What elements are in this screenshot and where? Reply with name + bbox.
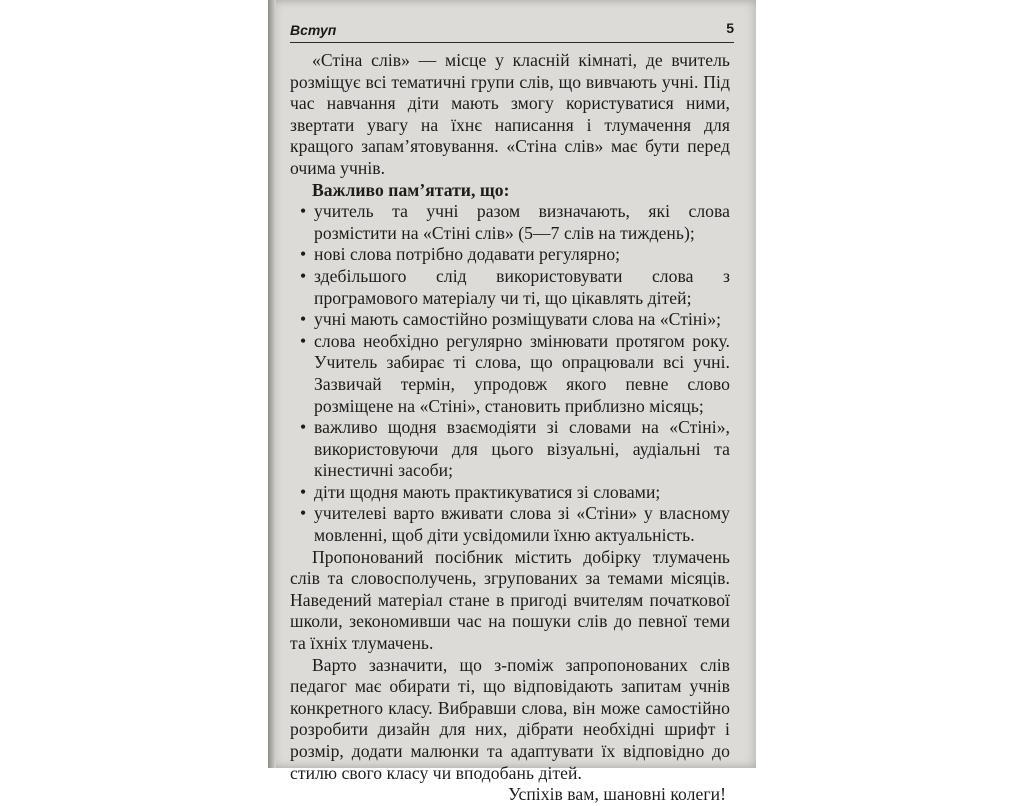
section-title: Вступ — [290, 22, 337, 38]
list-item: • діти щодня мають практикуватися зі словами; — [290, 482, 730, 504]
list-item: • учитель та учні разом визначають, які слова розмістити на «Стіні слів» (5—7 слів на тиждень); — [290, 201, 730, 244]
intro-paragraph: «Стіна слів» — місце у класній кімнаті, де вчитель розміщує всі тематичні групи слів, що вивчають учні. Під час навчання діти мають змогу користуватися ними, звертати увагу на їхнє написання і тлумачення для кращого запам’ятовування. «Стіна слів» має бути перед очима учнів. — [290, 50, 730, 178]
book-page — [268, 0, 756, 805]
page-number: 5 — [726, 20, 734, 36]
book-spine-shadow — [268, 0, 276, 768]
list-item: • здебільшого слід використовувати слова з програмового матеріалу чи ті, що цікавлять дітей; — [290, 266, 730, 309]
closing-line: Успіхів вам, шановні колеги! — [508, 784, 726, 805]
bullet-list — [290, 201, 730, 547]
paragraph-selection: Варто зазначити, що з-поміж запропонованих слів педагог має обирати ті, що відповідають запитам учнів конкретного класу. Вибравши слова, він може самостійно розробити дизайн для них, дібрати необхідні шрифт і розмір, додати малюнки та адаптувати їх відповідно до стилю свого класу чи вподобань дітей. — [290, 654, 730, 783]
list-item: • слова необхідно регулярно змінювати протягом року. Учитель забирає ті слова, що опрацювали всі учні. Зазвичай термін, упродовж якого певне слово розміщене на «Стіні», становить приблизно місяць; — [290, 331, 730, 417]
page-body — [290, 50, 730, 806]
list-item: • учителеві варто вживати слова зі «Стіни» у власному мовленні, щоб діти усвідомили їхню актуальність. — [290, 503, 730, 546]
list-item: • нові слова потрібно додавати регулярно; — [290, 244, 730, 266]
running-header — [290, 18, 734, 43]
list-item: • учні мають самостійно розміщувати слова на «Стіні»; — [290, 309, 730, 331]
list-item: • важливо щодня взаємодіяти зі словами на «Стіні», використовуючи для цього візуальні, аудіальні та кінестичні засоби; — [290, 417, 730, 482]
paragraph-manual: Пропонований посібник містить добірку тлумачень слів та словосполучень, згрупованих за темами місяців. Наведений матеріал стане в пригоді вчителям початкової школи, зекономивши час на пошуки слів до певної теми та їхніх тлумачень. — [290, 546, 730, 654]
important-heading: Важливо пам’ятати, що: — [312, 179, 510, 200]
